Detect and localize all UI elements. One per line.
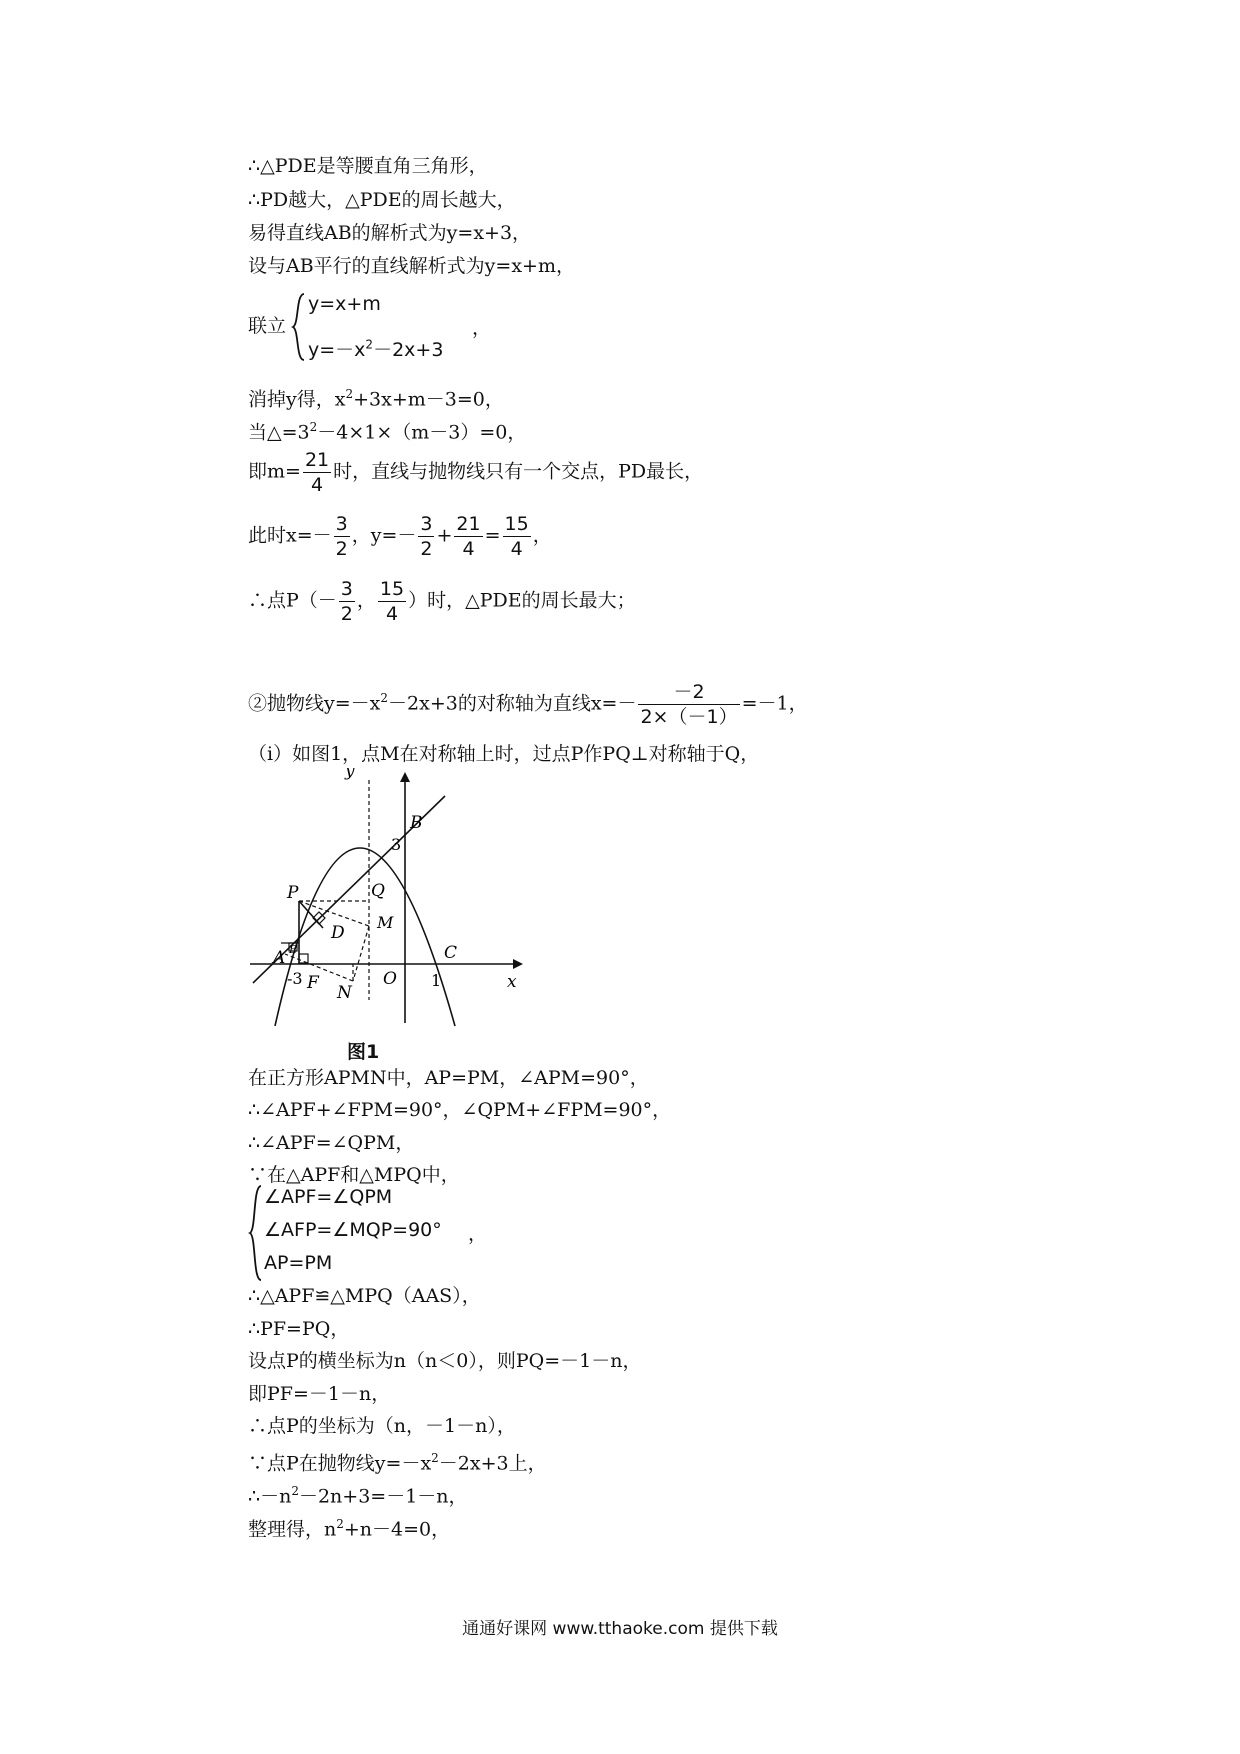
line-11: ②抛物线$y=-x^2-2x+3$的对称轴为直线x=－ $\frac{-2}{2\times(-1)}$ =－1， [248,681,808,728]
line-10: ∴点P（－ $\frac{3}{2}$ ， $\frac{15}{4}$ ）时，△PDE的周长最大； [248,578,636,625]
label-m: M [377,913,394,932]
system-2-eq-2: ∠AFP=∠MQP=90° [264,1219,442,1241]
x-axis-arrow [513,959,523,969]
label-n: N [337,983,352,1003]
label-one: 1 [431,971,442,990]
label-a: A [273,948,286,968]
system-1-tail: ， [472,317,492,339]
y-axis-arrow [400,772,410,782]
system-1-eq-2: $y=-x^2-2x+3$ [308,337,444,361]
page-footer: 通通好课网 www.tthaoke.com 提供下载 [462,1619,778,1639]
line-18: ∴PF=PQ， [248,1318,350,1340]
label-b: B [410,813,423,833]
system-1-brace [291,292,307,362]
label-q: Q [371,881,385,901]
line-7: 当$\triangle=3^2-4\times 1\times(m-3)=0$， [248,420,527,444]
label-neg3: -3 [287,969,303,988]
label-f: F [307,973,319,993]
label-o: O [383,969,397,989]
figure-1 [245,768,525,1028]
line-24: 整理得，$n^2+n-4=0$， [248,1517,451,1541]
figure-caption: 图1 [347,1041,380,1063]
line-14: ∴∠APF+∠FPM=90°，∠QPM+∠FPM=90°， [248,1099,672,1121]
line-9: 此时x=－ $\frac{3}{2}$ ，y=－ $\frac{3}{2}$ + $\frac{21}{4}$ = $\frac{15}{4}$ ， [248,513,552,560]
label-c: C [444,943,458,963]
line-4: 设与AB平行的直线解析式为y=x+m， [248,255,575,277]
line-20: 即PF=－1－n， [248,1383,391,1405]
line-23: $\therefore-n^2-2n+3=-1-n$， [248,1484,468,1508]
line-13: 在正方形APMN中，AP=PM，∠APM=90°， [248,1067,649,1089]
line-17: ∴△APF≌△MPQ（AAS）， [248,1285,481,1307]
system-2-brace [248,1184,264,1282]
line-12: （i）如图1，点M在对称轴上时，过点P作PQ⊥对称轴于Q， [248,743,760,765]
line-3: 易得直线AB的解析式为y=x+3， [248,222,532,244]
line-1: ∴△PDE是等腰直角三角形， [248,155,488,177]
system-1-label: 联立 [248,315,287,337]
system-2-eq-1: ∠APF=∠QPM [264,1186,393,1208]
system-2-eq-3: AP=PM [264,1252,333,1274]
label-d: D [331,923,345,943]
line-19: 设点P的横坐标为n（n＜0），则PQ=－1－n， [248,1350,642,1372]
line-16: ∵在△APF和△MPQ中， [248,1164,460,1186]
line-22: ∵点P在抛物线$y=-x^2-2x+3$上， [248,1451,547,1475]
label-x: x [507,972,517,992]
system-1-eq-1: y=x+m [308,293,381,315]
label-y: y [345,768,355,781]
system-2-tail: ， [468,1223,488,1245]
fraction-21-4: $\frac{21}{4}$ [304,449,330,496]
label-three: 3 [391,835,402,854]
line-2: ∴PD越大，△PDE的周长越大， [248,189,516,211]
line-21: ∴点P的坐标为（n，－1－n）， [248,1415,516,1437]
line-15: ∴∠APF=∠QPM， [248,1132,415,1154]
label-e: E [289,943,298,956]
line-6: 消掉y得，$x^2+3x+m-3=0$， [248,387,504,411]
line-8: 即m= $\frac{21}{4}$ 时，直线与抛物线只有一个交点，PD最长， [248,449,704,496]
label-p: P [287,883,299,903]
